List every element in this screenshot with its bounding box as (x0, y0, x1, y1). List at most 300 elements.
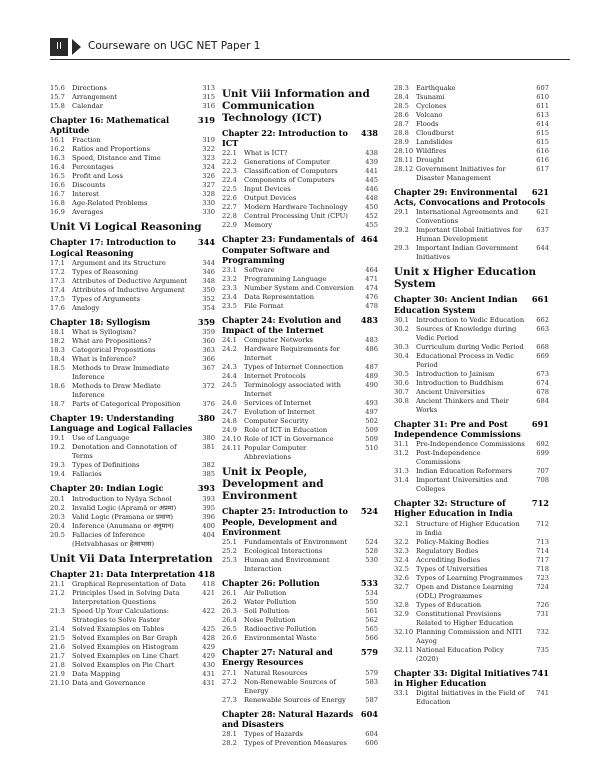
section-number: 16.3 (50, 154, 65, 163)
section-page-number: 528 (365, 547, 378, 556)
toc-entry[interactable] (394, 520, 549, 538)
toc-entry[interactable] (50, 277, 215, 286)
chapter-heading[interactable] (50, 115, 215, 135)
toc-entry[interactable] (222, 293, 378, 302)
section-page-number: 487 (365, 363, 378, 372)
page-number: II (50, 38, 68, 56)
chapter-heading[interactable] (50, 237, 215, 257)
toc-entry[interactable] (394, 467, 549, 476)
toc-entry[interactable] (50, 643, 215, 652)
section-title: Role of ICT in Education (244, 426, 328, 435)
section-page-number: 718 (536, 564, 549, 573)
section-title: Data Mapping (72, 669, 121, 678)
section-title: Digital Initiatives in the Field of Education (416, 689, 525, 707)
section-title: Sources of Knowledge during Vedic Period (416, 324, 517, 342)
toc-entry[interactable] (394, 226, 549, 244)
toc-entry[interactable] (50, 513, 215, 522)
toc-entry[interactable] (394, 156, 549, 165)
toc-entry[interactable] (394, 93, 549, 102)
section-page-number: 621 (536, 208, 549, 217)
toc-entry[interactable] (394, 102, 549, 111)
toc-entry[interactable] (222, 538, 378, 547)
section-number: 29.3 (394, 244, 409, 253)
toc-entry[interactable] (394, 208, 549, 226)
section-number: 22.1 (222, 149, 237, 158)
section-title: Accrediting Bodies (416, 555, 481, 564)
toc-entry[interactable] (50, 625, 215, 634)
toc-entry[interactable] (50, 661, 215, 670)
section-number: 26.5 (222, 625, 237, 634)
toc-entry[interactable] (222, 696, 378, 705)
section-page-number: 363 (202, 346, 215, 355)
toc-entry[interactable] (222, 149, 378, 158)
section-page-number: 583 (365, 677, 378, 686)
section-number: 33.1 (394, 689, 409, 698)
chapter-heading[interactable] (222, 128, 378, 148)
toc-entry[interactable] (222, 363, 378, 372)
toc-entry[interactable] (394, 476, 549, 494)
toc-entry[interactable] (222, 275, 378, 284)
section-page-number: 464 (365, 266, 378, 275)
chapter-heading[interactable] (394, 187, 549, 207)
section-page-number: 615 (536, 129, 549, 137)
toc-entry[interactable] (50, 172, 215, 181)
section-page-number: 448 (365, 194, 378, 203)
toc-entry[interactable] (222, 417, 378, 426)
section-title: Introduction to Nyāya School (72, 494, 172, 503)
toc-entry[interactable] (394, 244, 549, 262)
toc-entry[interactable] (394, 120, 549, 129)
toc-entry[interactable] (50, 679, 215, 688)
section-number: 23.3 (222, 284, 237, 293)
section-number: 28.6 (394, 111, 409, 119)
section-page-number: 430 (202, 660, 215, 669)
toc-entry[interactable] (50, 208, 215, 217)
toc-entry[interactable] (394, 449, 549, 467)
section-number: 16.4 (50, 163, 65, 172)
toc-entry[interactable] (394, 538, 549, 547)
toc-entry[interactable] (394, 325, 549, 343)
section-number: 21.1 (50, 579, 65, 588)
section-number: 17.3 (50, 276, 65, 285)
section-number: 32.4 (394, 555, 409, 564)
section-title: Solved Examples on Tables (72, 624, 165, 633)
toc-entry[interactable] (50, 355, 215, 364)
section-page-number: 315 (202, 93, 215, 101)
section-page-number: 692 (536, 440, 549, 449)
section-page-number: 380 (202, 434, 215, 443)
section-title: Fallacies of Inference (Hetvabhasas or हेत्वाभास) (72, 530, 155, 548)
section-title: Drought (416, 156, 445, 164)
toc-entry[interactable] (394, 111, 549, 120)
toc-entry[interactable] (222, 176, 378, 185)
chapter-page-number: 319 (197, 115, 215, 125)
section-page-number: 422 (202, 606, 215, 615)
section-page-number: 395 (202, 503, 215, 512)
toc-entry[interactable] (394, 583, 549, 601)
section-number: 30.3 (394, 342, 409, 351)
section-page-number: 344 (202, 258, 215, 267)
section-page-number: 446 (365, 185, 378, 194)
chapter-page-number: 621 (531, 187, 549, 197)
toc-entry[interactable] (50, 400, 215, 409)
toc-entry[interactable] (222, 372, 378, 381)
section-number: 26.1 (222, 589, 237, 598)
toc-entry[interactable] (394, 610, 549, 628)
section-page-number: 400 (202, 521, 215, 530)
toc-entry[interactable] (394, 628, 549, 646)
toc-entry[interactable] (222, 194, 378, 203)
chapter-heading[interactable] (50, 569, 215, 579)
section-title: Software (244, 266, 275, 275)
section-number: 24.8 (222, 417, 237, 426)
chapter-heading[interactable] (394, 419, 549, 439)
section-title: Types of Prevention Measures (244, 739, 347, 748)
section-title: Water Pollution (244, 598, 297, 607)
section-title: Types of Arguments (72, 294, 141, 303)
toc-entry[interactable] (50, 522, 215, 531)
section-title: Volcano (416, 111, 443, 119)
chapter-page-number: 661 (531, 294, 549, 305)
toc-entry[interactable] (222, 399, 378, 408)
section-page-number: 429 (202, 642, 215, 651)
section-title: Parts of Categorical Proposition (72, 400, 181, 409)
toc-entry[interactable] (394, 646, 549, 664)
section-title: National Education Policy (2020) (416, 645, 504, 663)
chapter-page-number: 380 (197, 413, 215, 424)
section-page-number: 385 (202, 470, 215, 479)
toc-entry[interactable] (50, 504, 215, 513)
section-title: What is Syllogism? (72, 328, 137, 337)
section-number: 20.5 (50, 530, 65, 539)
section-title: Soil Pollution (244, 607, 290, 616)
section-title: Use of Language (72, 434, 130, 443)
chapter-title: Chapter 30: Ancient Indian Education System (394, 294, 518, 315)
chapter-heading[interactable] (50, 413, 215, 433)
section-page-number: 668 (536, 342, 549, 351)
section-page-number: 735 (536, 645, 549, 654)
toc-entry[interactable] (222, 730, 378, 739)
section-page-number: 372 (202, 382, 215, 391)
toc-entry[interactable] (50, 304, 215, 313)
toc-entry[interactable] (222, 547, 378, 556)
toc-entry[interactable] (394, 379, 549, 388)
section-number: 22.5 (222, 185, 237, 194)
toc-entry[interactable] (394, 129, 549, 138)
section-page-number: 324 (202, 163, 215, 172)
section-title: File Format (244, 302, 284, 311)
toc-entry[interactable] (394, 147, 549, 156)
section-title: International Agreements and Conventions (416, 208, 519, 226)
toc-entry[interactable] (50, 589, 215, 607)
chapter-heading[interactable] (50, 483, 215, 493)
chapter-page-number: 464 (360, 234, 378, 245)
section-number: 32.10 (394, 627, 414, 636)
toc-entry[interactable] (222, 444, 378, 462)
toc-entry[interactable] (50, 495, 215, 504)
toc-entry[interactable] (222, 739, 378, 748)
toc-entry[interactable] (50, 93, 215, 102)
toc-entry[interactable] (222, 625, 378, 634)
toc-entry[interactable] (394, 370, 549, 379)
toc-entry[interactable] (394, 547, 549, 556)
chapter-page-number: 483 (360, 315, 378, 326)
toc-entry[interactable] (50, 607, 215, 625)
section-page-number: 565 (365, 625, 378, 634)
toc-entry[interactable] (50, 154, 215, 163)
section-title: Computer Networks (244, 336, 313, 345)
section-page-number: 510 (365, 444, 378, 453)
section-number: 17.5 (50, 294, 65, 303)
section-title: Classification of Computers (244, 167, 338, 176)
section-title: Important Universities and Colleges (416, 476, 508, 494)
toc-entry[interactable] (50, 259, 215, 268)
chapter-heading[interactable] (394, 668, 549, 688)
section-number: 23.5 (222, 302, 237, 311)
section-title: Floods (416, 120, 439, 128)
chapter-heading[interactable] (222, 234, 378, 265)
toc-entry[interactable] (394, 556, 549, 565)
chapter-title: Chapter 18: Syllogism (50, 316, 151, 327)
toc-entry[interactable] (50, 443, 215, 461)
section-title: Attributes of Inductive Argument (72, 285, 185, 294)
section-page-number: 359 (202, 328, 215, 337)
chapter-title: Chapter 31: Pre and Post Independence Commissions (394, 418, 521, 440)
section-title: Argument and its Structure (72, 258, 166, 267)
toc-entry[interactable] (394, 440, 549, 449)
toc-entry[interactable] (222, 556, 378, 574)
toc-entry[interactable] (222, 678, 378, 696)
toc-entry[interactable] (50, 652, 215, 661)
section-title: Curriculum during Vedic Period (416, 342, 524, 351)
chapter-title: Chapter 28: Natural Hazards and Disasters (222, 708, 354, 729)
section-number: 22.3 (222, 167, 237, 176)
toc-entry[interactable] (50, 190, 215, 199)
section-number: 22.6 (222, 194, 237, 203)
section-page-number: 509 (365, 426, 378, 435)
unit-heading: Unit ix People, Development and Environment (222, 466, 324, 503)
section-number: 28.2 (222, 739, 237, 748)
section-title: What is Inference? (72, 355, 136, 364)
unit-heading: Unit Vii Data Interpretation (50, 552, 213, 565)
toc-entry[interactable] (222, 589, 378, 598)
toc-entry[interactable] (50, 136, 215, 145)
section-title: Post-Independence Commissions (416, 449, 481, 467)
chapter-heading[interactable] (394, 294, 549, 314)
toc-entry[interactable] (222, 158, 378, 167)
section-title: Directions (72, 84, 107, 92)
section-number: 32.11 (394, 645, 414, 654)
section-page-number: 566 (365, 634, 378, 643)
toc-entry[interactable] (50, 364, 215, 382)
section-number: 32.3 (394, 546, 409, 555)
toc-entry[interactable] (222, 669, 378, 678)
toc-entry[interactable] (394, 689, 549, 707)
section-number: 28.3 (394, 84, 409, 92)
section-title: Introduction to Vedic Education (416, 315, 525, 324)
section-title: Graphical Representation of Data (72, 579, 186, 588)
toc-entry[interactable] (394, 565, 549, 574)
toc-entry[interactable] (50, 461, 215, 470)
toc-entry[interactable] (222, 345, 378, 363)
chapter-heading[interactable] (50, 317, 215, 327)
section-number: 24.1 (222, 336, 237, 345)
chapter-heading[interactable] (222, 647, 378, 667)
section-number: 24.3 (222, 363, 237, 372)
toc-entry[interactable] (222, 435, 378, 444)
toc-entry[interactable] (50, 102, 215, 111)
section-page-number: 714 (536, 546, 549, 555)
section-number: 30.8 (394, 396, 409, 405)
chapter-heading[interactable] (222, 506, 378, 537)
section-title: Educational Process in Vedic Period (416, 351, 514, 369)
section-page-number: 674 (536, 378, 549, 387)
toc-entry[interactable] (222, 381, 378, 399)
chapter-title: Chapter 32: Structure of Higher Education in India (394, 498, 513, 519)
unit-heading: Unit Vi Logical Reasoning (50, 221, 202, 234)
section-number: 25.1 (222, 538, 237, 547)
section-number: 21.8 (50, 660, 65, 669)
toc-entry[interactable] (50, 346, 215, 355)
toc-entry[interactable] (394, 138, 549, 147)
toc-entry[interactable] (394, 352, 549, 370)
toc-entry[interactable] (50, 634, 215, 643)
chapter-title: Chapter 25: Introduction to People, Development and Environment (222, 506, 348, 537)
section-title: Components of Computers (244, 176, 335, 185)
section-number: 30.2 (394, 324, 409, 333)
section-number: 32.2 (394, 537, 409, 546)
section-page-number: 561 (365, 607, 378, 616)
section-title: Renewable Sources of Energy (244, 695, 346, 704)
chapter-page-number: 418 (197, 568, 215, 579)
toc-entry[interactable] (50, 328, 215, 337)
section-title: Speed, Distance and Time (72, 154, 161, 163)
section-page-number: 493 (365, 399, 378, 408)
toc-entry[interactable] (50, 295, 215, 304)
chapter-heading[interactable] (394, 498, 549, 518)
toc-entry[interactable] (394, 388, 549, 397)
section-page-number: 438 (365, 149, 378, 158)
toc-entry[interactable] (394, 343, 549, 352)
section-number: 16.2 (50, 145, 65, 154)
chapter-heading[interactable] (222, 578, 378, 588)
toc-entry[interactable] (222, 336, 378, 345)
toc-entry[interactable] (222, 302, 378, 311)
section-number: 30.1 (394, 315, 409, 324)
section-page-number: 393 (202, 494, 215, 503)
toc-entry[interactable] (222, 167, 378, 176)
toc-entry[interactable] (50, 199, 215, 208)
section-number: 27.3 (222, 695, 237, 704)
section-page-number: 741 (536, 689, 549, 698)
chapter-heading[interactable] (222, 315, 378, 335)
section-title: Evolution of Internet (244, 408, 315, 417)
section-page-number: 376 (202, 400, 215, 409)
toc-entry[interactable] (50, 382, 215, 400)
toc-entry[interactable] (394, 84, 549, 93)
toc-entry[interactable] (394, 165, 549, 183)
section-page-number: 617 (536, 165, 549, 173)
toc-entry[interactable] (50, 84, 215, 93)
section-page-number: 330 (202, 199, 215, 208)
section-title: Environmental Waste (244, 634, 317, 643)
toc-entry[interactable] (222, 616, 378, 625)
section-title: Wildfires (416, 147, 447, 155)
section-title: Principles Used in Solving Data Interpretation Questions (72, 588, 180, 606)
toc-entry[interactable] (222, 607, 378, 616)
section-page-number: 534 (365, 589, 378, 598)
section-number: 28.11 (394, 156, 414, 164)
section-number: 19.2 (50, 443, 65, 452)
toc-entry[interactable] (222, 634, 378, 643)
section-title: Indian Education Reformers (416, 467, 512, 476)
toc-entry[interactable] (50, 181, 215, 190)
section-number: 28.10 (394, 147, 414, 155)
section-number: 28.5 (394, 102, 409, 110)
toc-entry[interactable] (222, 408, 378, 417)
toc-entry[interactable] (222, 212, 378, 221)
toc-entry[interactable] (50, 286, 215, 295)
toc-entry[interactable] (50, 434, 215, 443)
section-page-number: 615 (536, 138, 549, 146)
chapter-title: Chapter 29: Environmental Acts, Convocations and Protocols (394, 187, 546, 208)
section-title: Open and Distance Learning (ODL) Programmes (416, 582, 514, 600)
section-title: Radioactive Pollution (244, 625, 317, 634)
toc-entry[interactable] (50, 337, 215, 346)
toc-entry[interactable] (50, 145, 215, 154)
chapter-title: Chapter 16: Mathematical Aptitude (50, 115, 170, 136)
toc-entry[interactable] (222, 185, 378, 194)
section-number: 21.6 (50, 642, 65, 651)
toc-column-2 (222, 84, 378, 748)
section-number: 29.1 (394, 208, 409, 217)
section-page-number: 708 (536, 476, 549, 485)
toc-entry[interactable] (394, 397, 549, 415)
toc-entry[interactable] (50, 163, 215, 172)
section-title: Constitutional Provisions Related to Higher Education (416, 609, 514, 627)
toc-entry[interactable] (222, 426, 378, 435)
section-number: 16.9 (50, 208, 65, 217)
toc-entry[interactable] (394, 316, 549, 325)
section-number: 28.12 (394, 165, 414, 173)
toc-entry[interactable] (50, 670, 215, 679)
toc-entry[interactable] (222, 203, 378, 212)
section-number: 32.1 (394, 519, 409, 528)
section-number: 23.1 (222, 266, 237, 275)
section-page-number: 322 (202, 145, 215, 154)
section-page-number: 610 (536, 93, 549, 101)
toc-entry[interactable] (50, 470, 215, 479)
header-divider (50, 59, 570, 60)
section-number: 16.7 (50, 190, 65, 199)
toc-entry[interactable] (394, 574, 549, 583)
toc-entry[interactable] (222, 266, 378, 275)
toc-entry[interactable] (222, 598, 378, 607)
section-title: Solved Examples on Histogram (72, 642, 179, 651)
toc-entry[interactable] (50, 580, 215, 589)
section-title: Invalid Logic (Apramā or अप्रमा) (72, 503, 177, 512)
toc-entry[interactable] (50, 531, 215, 549)
section-number: 24.7 (222, 408, 237, 417)
toc-entry[interactable] (50, 268, 215, 277)
unit-heading: Unit Viii Information and Communication Technology (ICT) (222, 88, 370, 124)
section-number: 30.5 (394, 369, 409, 378)
toc-entry[interactable] (394, 601, 549, 610)
toc-entry[interactable] (222, 284, 378, 293)
toc-entry[interactable] (222, 221, 378, 230)
section-page-number: 431 (202, 669, 215, 678)
chapter-heading[interactable] (222, 709, 378, 729)
